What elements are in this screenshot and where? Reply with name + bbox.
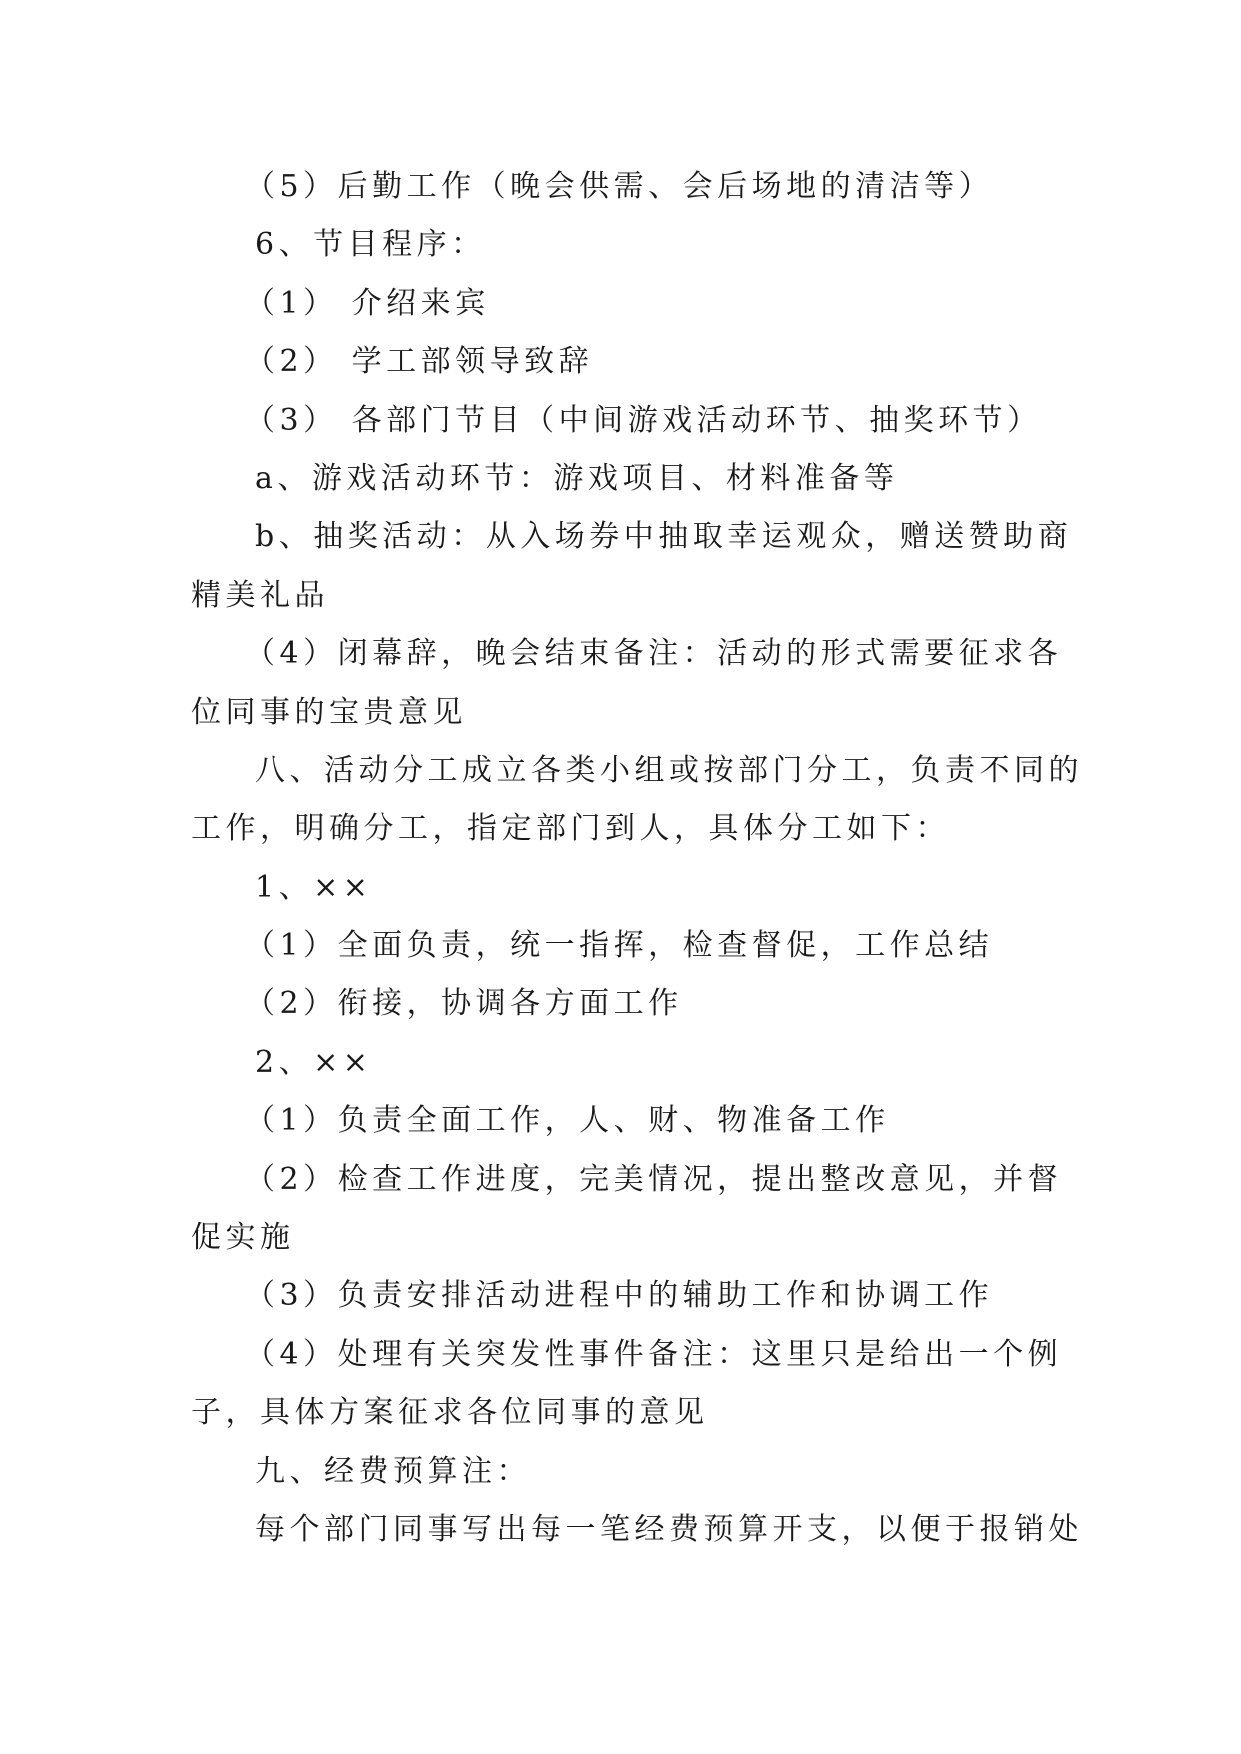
paragraph-line: （2）衔接，协调各方面工作 — [245, 986, 683, 1022]
paragraph-line: 工作，明确分工，指定部门到人，具体分工如下： — [191, 811, 950, 847]
paragraph-line: （3）负责安排活动进程中的辅助工作和协调工作 — [245, 1278, 994, 1314]
paragraph-line: （2）检查工作进度，完美情况，提出整改意见，并督 — [245, 1161, 1063, 1197]
paragraph-line: （1） 介绍来宾 — [245, 285, 490, 321]
paragraph-line: 2、×× — [255, 1044, 373, 1080]
paragraph-line: （2） 学工部领导致辞 — [245, 344, 594, 380]
paragraph-line: 6、节目程序： — [255, 227, 486, 263]
paragraph-line: 每个部门同事写出每一笔经费预算开支，以便于报销处 — [255, 1511, 1083, 1547]
paragraph-line: a、游戏活动环节：游戏项目、材料准备等 — [255, 460, 899, 496]
paragraph-line: （1）全面负责，统一指挥，检查督促，工作总结 — [245, 928, 994, 964]
paragraph-line: （3） 各部门节目（中间游戏活动环节、抽奖环节） — [245, 402, 1042, 438]
paragraph-line: 子，具体方案征求各位同事的意见 — [191, 1395, 709, 1431]
document-body — [191, 158, 1083, 1559]
paragraph-line: b、抽奖活动：从入场券中抽取幸运观众，赠送赞助商 — [255, 519, 1073, 555]
paragraph-line: （4）处理有关突发性事件备注：这里只是给出一个例 — [245, 1336, 1063, 1372]
paragraph-line: （4）闭幕辞，晚会结束备注：活动的形式需要征求各 — [245, 636, 1063, 672]
paragraph-line: 九、经费预算注： — [255, 1453, 531, 1489]
paragraph-line: （1）负责全面工作，人、财、物准备工作 — [245, 1103, 890, 1139]
paragraph-line: 1、×× — [255, 869, 373, 905]
paragraph-line: 八、活动分工成立各类小组或按部门分工，负责不同的 — [255, 752, 1083, 788]
paragraph-line: （5）后勤工作（晚会供需、会后场地的清洁等） — [245, 169, 994, 204]
paragraph-line: 精美礼品 — [191, 577, 329, 613]
paragraph-line: 位同事的宝贵意见 — [191, 694, 467, 730]
paragraph-line: 促实施 — [191, 1220, 295, 1256]
